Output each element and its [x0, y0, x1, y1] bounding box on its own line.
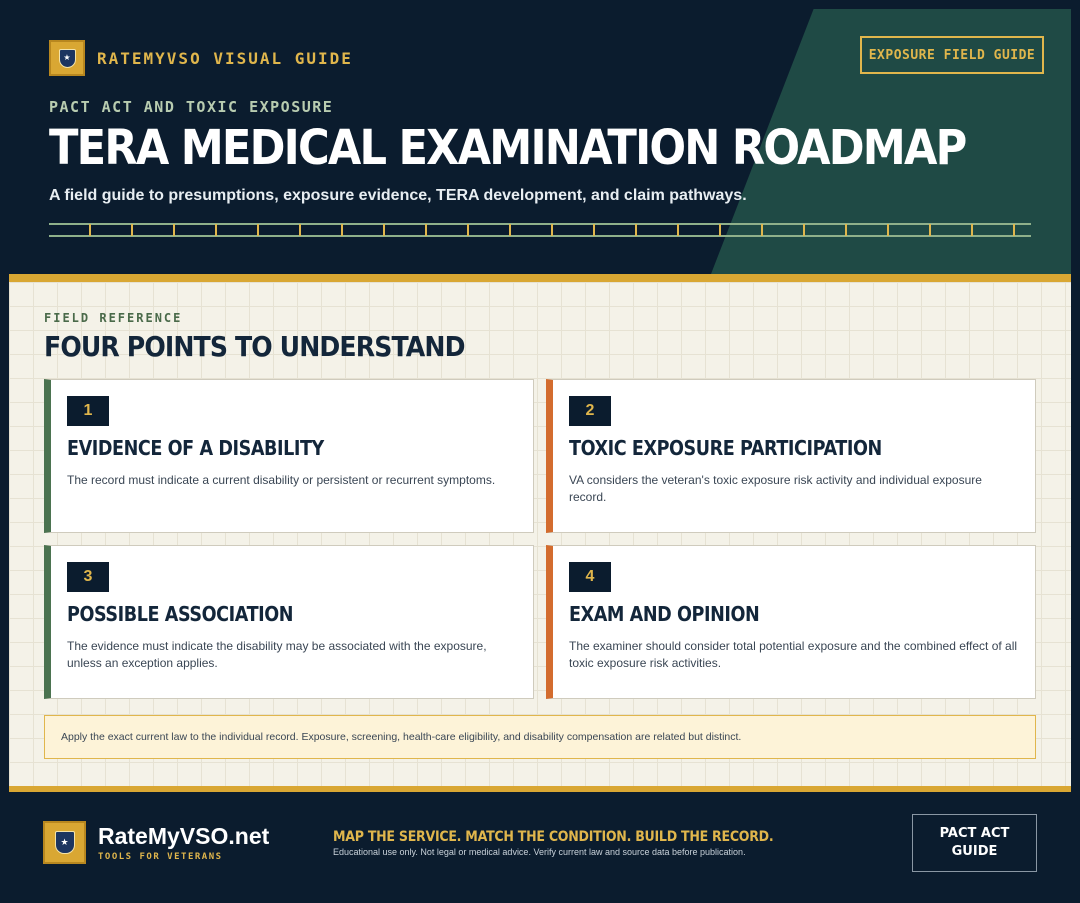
- pact-act-guide-label: PACT ACT GUIDE: [939, 826, 1010, 859]
- brand-label: RATEMYVSO VISUAL GUIDE: [97, 48, 353, 68]
- shield-star-icon: ★: [43, 821, 86, 864]
- point-body: VA considers the veteran's toxic exposure risk activity and individual exposure record.: [569, 473, 982, 504]
- point-number: 1: [67, 396, 109, 426]
- law-note: Apply the exact current law to the individual record. Exposure, screening, health-care eligibility, and disability compensation are related but distinct.: [44, 715, 1036, 759]
- page-footer: [9, 792, 1071, 894]
- section-kicker: FIELD REFERENCE: [44, 311, 183, 325]
- point-body: The record must indicate a current disability or persistent or recurrent symptoms.: [67, 473, 496, 487]
- decorative-ruler: [49, 222, 1031, 238]
- point-title: EVIDENCE OF A DISABILITY: [67, 436, 324, 460]
- point-title: EXAM AND OPINION: [569, 602, 760, 626]
- point-body: The evidence must indicate the disability may be associated with the exposure, unless an exception applies.: [67, 639, 487, 670]
- pact-act-guide-button[interactable]: [912, 814, 1037, 872]
- site-name: RateMyVSO.net: [98, 822, 270, 849]
- exposure-field-guide-button[interactable]: EXPOSURE FIELD GUIDE: [860, 36, 1044, 74]
- header-kicker: PACT ACT AND TOXIC EXPOSURE: [49, 98, 334, 116]
- header-brand: [49, 40, 353, 76]
- page-subtitle: A field guide to presumptions, exposure evidence, TERA development, and claim pathways.: [49, 187, 747, 204]
- point-card-3: [44, 545, 534, 699]
- site-tagline: TOOLS FOR VETERANS: [98, 851, 223, 862]
- main-section: [9, 274, 1071, 792]
- point-title: TOXIC EXPOSURE PARTICIPATION: [569, 436, 882, 460]
- point-card-4: [546, 545, 1036, 699]
- point-number: 4: [569, 562, 611, 592]
- footer-slogan: MAP THE SERVICE. MATCH THE CONDITION. BUILD THE RECORD.: [333, 829, 774, 845]
- footer-disclaimer: Educational use only. Not legal or medical advice. Verify current law and source data before publication.: [333, 847, 746, 857]
- point-number: 2: [569, 396, 611, 426]
- section-title: FOUR POINTS TO UNDERSTAND: [44, 330, 465, 363]
- shield-star-icon: ★: [49, 40, 85, 76]
- point-title: POSSIBLE ASSOCIATION: [67, 602, 294, 626]
- page-title: TERA MEDICAL EXAMINATION ROADMAP: [49, 120, 966, 176]
- point-body: The examiner should consider total potential exposure and the combined effect of all toxic exposure risk activities.: [569, 639, 1018, 670]
- point-number: 3: [67, 562, 109, 592]
- footer-brand[interactable]: [43, 821, 269, 864]
- point-card-1: [44, 379, 534, 533]
- page-header: [9, 9, 1071, 274]
- point-card-2: [546, 379, 1036, 533]
